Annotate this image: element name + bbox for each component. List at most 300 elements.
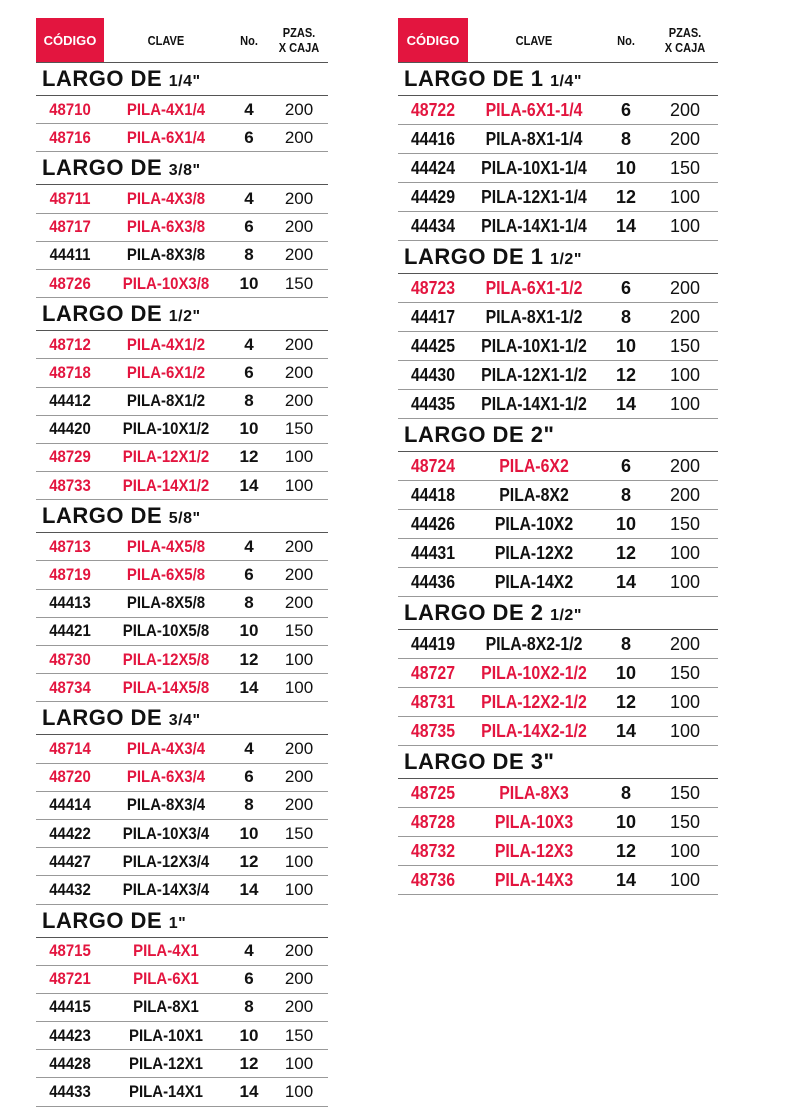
row-qty: 100 xyxy=(669,840,701,861)
row-no: 8 xyxy=(620,633,631,654)
row-key: PILA-8X2 xyxy=(499,484,569,505)
table-row xyxy=(36,590,328,618)
row-qty: 200 xyxy=(284,188,314,208)
table-row xyxy=(36,561,328,589)
row-qty: 200 xyxy=(284,795,314,815)
row-code: 44435 xyxy=(410,393,456,414)
section-title xyxy=(36,702,328,735)
row-code: 48726 xyxy=(49,273,91,293)
row-qty: 100 xyxy=(284,475,314,495)
row-key: PILA-10X2-1/2 xyxy=(481,662,587,683)
row-key: PILA-12X1-1/2 xyxy=(481,364,587,385)
section-title-text: LARGO DE 1 xyxy=(404,244,551,269)
section-title-fraction: 3/4" xyxy=(168,712,201,730)
header-key: CLAVE xyxy=(147,32,185,48)
table-row xyxy=(398,361,718,390)
table-row xyxy=(398,808,718,837)
row-qty: 100 xyxy=(284,649,314,669)
catalog-column-right xyxy=(398,18,718,895)
row-qty: 100 xyxy=(669,571,701,592)
row-no: 10 xyxy=(239,419,259,439)
header-code: CÓDIGO xyxy=(398,18,468,62)
row-code: 48733 xyxy=(49,475,91,495)
row-code: 48716 xyxy=(49,127,91,147)
table-row xyxy=(398,212,718,241)
section-title-text: LARGO DE xyxy=(42,301,169,327)
catalog-column-left xyxy=(36,18,328,1107)
table-row xyxy=(398,332,718,361)
row-no: 4 xyxy=(244,941,254,961)
row-key: PILA-6X1 xyxy=(133,969,199,989)
row-qty: 150 xyxy=(284,621,314,641)
table-row xyxy=(36,674,328,702)
row-key: PILA-14X1-1/2 xyxy=(481,393,587,414)
row-qty: 200 xyxy=(669,455,701,476)
row-no: 4 xyxy=(244,536,254,556)
row-code: 48715 xyxy=(49,941,91,961)
row-qty: 150 xyxy=(669,335,701,356)
row-no: 12 xyxy=(239,851,259,871)
table-row xyxy=(398,481,718,510)
row-key: PILA-12X2 xyxy=(494,542,574,563)
table-row xyxy=(398,630,718,659)
table-row xyxy=(36,938,328,966)
header-no: No. xyxy=(617,32,635,48)
section-title xyxy=(398,63,718,96)
row-qty: 200 xyxy=(669,128,701,149)
row-qty: 150 xyxy=(284,823,314,843)
row-code: 48718 xyxy=(49,362,91,382)
row-code: 44423 xyxy=(49,1025,91,1045)
row-no: 10 xyxy=(615,157,637,178)
row-no: 8 xyxy=(620,782,631,803)
header-qty-line2: X CAJA xyxy=(664,40,706,55)
row-qty: 200 xyxy=(284,99,314,119)
row-key: PILA-8X1 xyxy=(133,997,199,1017)
table-row xyxy=(398,659,718,688)
row-key: PILA-6X2 xyxy=(499,455,569,476)
table-row xyxy=(398,303,718,332)
row-no: 12 xyxy=(615,542,637,563)
row-qty: 100 xyxy=(284,1053,314,1073)
table-row xyxy=(398,390,718,419)
row-qty: 100 xyxy=(284,879,314,899)
row-key: PILA-6X5/8 xyxy=(126,565,206,585)
row-key: PILA-8X2-1/2 xyxy=(485,633,583,654)
row-key: PILA-12X3 xyxy=(494,840,574,861)
row-qty: 100 xyxy=(669,691,701,712)
row-no: 10 xyxy=(615,662,637,683)
section-title xyxy=(398,746,718,779)
row-qty: 200 xyxy=(284,536,314,556)
table-header xyxy=(398,18,718,63)
row-no: 4 xyxy=(244,188,254,208)
row-code: 44415 xyxy=(49,997,91,1017)
row-key: PILA-14X2-1/2 xyxy=(481,720,587,741)
table-row xyxy=(36,444,328,472)
row-key: PILA-6X3/8 xyxy=(126,217,206,237)
row-code: 48711 xyxy=(49,188,91,208)
row-qty: 200 xyxy=(284,969,314,989)
row-key: PILA-10X3 xyxy=(494,811,574,832)
row-qty: 200 xyxy=(284,362,314,382)
row-key: PILA-12X5/8 xyxy=(122,649,210,669)
row-no: 8 xyxy=(620,484,631,505)
row-qty: 200 xyxy=(284,593,314,613)
table-row xyxy=(36,270,328,298)
table-row xyxy=(36,764,328,792)
row-no: 14 xyxy=(239,1082,259,1102)
row-key: PILA-8X1-1/2 xyxy=(485,306,583,327)
row-key: PILA-4X1/2 xyxy=(126,334,206,354)
table-row xyxy=(36,735,328,763)
section-title xyxy=(36,298,328,331)
section-title-fraction: 5/8" xyxy=(168,510,201,528)
row-code: 44431 xyxy=(410,542,456,563)
table-row xyxy=(36,966,328,994)
table-row xyxy=(36,359,328,387)
table-row xyxy=(36,185,328,213)
row-key: PILA-14X1-1/4 xyxy=(481,215,587,236)
table-row xyxy=(398,779,718,808)
row-no: 8 xyxy=(244,593,254,613)
row-no: 8 xyxy=(244,391,254,411)
row-qty: 200 xyxy=(284,997,314,1017)
table-row xyxy=(398,154,718,183)
table-row xyxy=(398,125,718,154)
row-code: 44416 xyxy=(410,128,456,149)
row-code: 48729 xyxy=(49,447,91,467)
row-key: PILA-10X1 xyxy=(128,1025,204,1045)
row-code: 48730 xyxy=(49,649,91,669)
table-row xyxy=(36,533,328,561)
section-title-text: LARGO DE xyxy=(42,907,169,933)
row-key: PILA-14X3/4 xyxy=(122,879,210,899)
section-title xyxy=(398,597,718,630)
row-code: 48719 xyxy=(49,565,91,585)
row-qty: 200 xyxy=(669,633,701,654)
row-code: 48731 xyxy=(410,691,456,712)
table-row xyxy=(36,96,328,124)
row-key: PILA-14X2 xyxy=(494,571,574,592)
row-qty: 150 xyxy=(669,513,701,534)
row-no: 10 xyxy=(239,1025,259,1045)
row-qty: 200 xyxy=(284,941,314,961)
row-code: 44417 xyxy=(410,306,456,327)
row-qty: 200 xyxy=(284,334,314,354)
row-code: 44429 xyxy=(410,186,456,207)
header-qty-line1: PZAS. xyxy=(668,25,702,40)
row-key: PILA-10X1/2 xyxy=(122,419,210,439)
table-row xyxy=(36,472,328,500)
row-no: 8 xyxy=(620,128,631,149)
row-code: 48721 xyxy=(49,969,91,989)
header-no: No. xyxy=(240,32,258,48)
row-key: PILA-12X1-1/4 xyxy=(481,186,587,207)
row-qty: 100 xyxy=(669,393,701,414)
row-code: 48736 xyxy=(410,869,456,890)
section-title-fraction: 1/2" xyxy=(550,251,582,268)
section-title-fraction: 1" xyxy=(168,914,187,932)
row-code: 48714 xyxy=(49,738,91,758)
row-code: 48723 xyxy=(410,277,456,298)
table-row xyxy=(36,876,328,904)
row-key: PILA-12X1 xyxy=(128,1053,204,1073)
row-no: 4 xyxy=(244,738,254,758)
row-key: PILA-8X5/8 xyxy=(126,593,206,613)
row-qty: 100 xyxy=(669,720,701,741)
row-qty: 100 xyxy=(284,1082,314,1102)
row-qty: 100 xyxy=(284,851,314,871)
row-key: PILA-12X1/2 xyxy=(122,447,210,467)
row-no: 12 xyxy=(239,1053,259,1073)
table-row xyxy=(398,688,718,717)
row-code: 48717 xyxy=(49,217,91,237)
row-no: 10 xyxy=(239,621,259,641)
row-qty: 150 xyxy=(284,419,314,439)
row-qty: 200 xyxy=(669,99,701,120)
row-code: 48710 xyxy=(49,99,91,119)
row-code: 48725 xyxy=(410,782,456,803)
row-code: 48735 xyxy=(410,720,456,741)
row-qty: 150 xyxy=(669,782,701,803)
table-row xyxy=(36,1050,328,1078)
section-title-text: LARGO DE 1 xyxy=(404,66,551,91)
row-no: 14 xyxy=(239,677,259,697)
row-key: PILA-6X1-1/2 xyxy=(485,277,583,298)
row-key: PILA-10X2 xyxy=(494,513,574,534)
row-no: 8 xyxy=(620,306,631,327)
table-row xyxy=(398,274,718,303)
row-code: 44426 xyxy=(410,513,456,534)
row-no: 6 xyxy=(620,277,631,298)
row-qty: 100 xyxy=(669,186,701,207)
row-no: 6 xyxy=(244,362,254,382)
section-title-text: LARGO DE 2" xyxy=(404,422,555,447)
row-key: PILA-10X5/8 xyxy=(122,621,210,641)
table-row xyxy=(36,242,328,270)
row-key: PILA-6X1-1/4 xyxy=(485,99,583,120)
row-qty: 200 xyxy=(284,391,314,411)
section-title-fraction: 1/2" xyxy=(550,607,582,624)
row-key: PILA-8X1-1/4 xyxy=(485,128,583,149)
row-no: 4 xyxy=(244,99,254,119)
row-no: 14 xyxy=(615,720,637,741)
row-no: 6 xyxy=(620,99,631,120)
section-title-text: LARGO DE xyxy=(42,155,169,181)
row-qty: 200 xyxy=(284,738,314,758)
table-row xyxy=(398,866,718,895)
row-key: PILA-4X3/4 xyxy=(126,738,206,758)
table-row xyxy=(36,994,328,1022)
row-no: 14 xyxy=(615,215,637,236)
row-key: PILA-12X2-1/2 xyxy=(481,691,587,712)
header-key: CLAVE xyxy=(515,32,553,48)
row-code: 44425 xyxy=(410,335,456,356)
row-key: PILA-14X5/8 xyxy=(122,677,210,697)
table-row xyxy=(36,848,328,876)
row-no: 4 xyxy=(244,334,254,354)
table-row xyxy=(36,1022,328,1050)
row-code: 44420 xyxy=(49,419,91,439)
section-title-text: LARGO DE xyxy=(42,705,169,731)
row-qty: 150 xyxy=(669,811,701,832)
row-key: PILA-8X1/2 xyxy=(126,391,206,411)
table-row xyxy=(36,618,328,646)
row-code: 44432 xyxy=(49,879,91,899)
row-no: 14 xyxy=(239,879,259,899)
row-qty: 200 xyxy=(669,277,701,298)
section-title xyxy=(398,419,718,452)
row-no: 12 xyxy=(615,840,637,861)
row-no: 6 xyxy=(244,127,254,147)
row-no: 8 xyxy=(244,795,254,815)
row-code: 44414 xyxy=(49,795,91,815)
row-key: PILA-4X1 xyxy=(133,941,199,961)
row-qty: 100 xyxy=(669,869,701,890)
row-key: PILA-4X3/8 xyxy=(126,188,206,208)
row-code: 44430 xyxy=(410,364,456,385)
row-no: 12 xyxy=(615,691,637,712)
header-qty-line1: PZAS. xyxy=(282,25,316,40)
row-code: 48712 xyxy=(49,334,91,354)
row-key: PILA-10X1-1/4 xyxy=(481,157,587,178)
row-no: 14 xyxy=(615,869,637,890)
section-title-fraction: 1/4" xyxy=(550,73,582,90)
section-title xyxy=(36,500,328,533)
row-key: PILA-14X1 xyxy=(128,1082,204,1102)
row-key: PILA-8X3/8 xyxy=(126,245,206,265)
row-no: 8 xyxy=(244,245,254,265)
row-code: 44421 xyxy=(49,621,91,641)
section-title-text: LARGO DE xyxy=(42,66,169,91)
row-code: 44418 xyxy=(410,484,456,505)
row-qty: 200 xyxy=(669,484,701,505)
table-row xyxy=(398,183,718,212)
row-no: 10 xyxy=(615,811,637,832)
row-qty: 200 xyxy=(284,245,314,265)
section-title-text: LARGO DE 3" xyxy=(404,749,555,774)
row-code: 44412 xyxy=(49,391,91,411)
row-code: 44424 xyxy=(410,157,456,178)
row-qty: 200 xyxy=(669,306,701,327)
row-key: PILA-6X1/4 xyxy=(126,127,206,147)
row-qty: 200 xyxy=(284,217,314,237)
row-code: 48713 xyxy=(49,536,91,556)
table-row xyxy=(36,820,328,848)
row-no: 10 xyxy=(615,513,637,534)
row-code: 44436 xyxy=(410,571,456,592)
table-row xyxy=(398,452,718,481)
row-qty: 150 xyxy=(669,157,701,178)
row-key: PILA-10X3/8 xyxy=(122,273,210,293)
row-qty: 100 xyxy=(669,542,701,563)
row-no: 14 xyxy=(239,475,259,495)
row-no: 10 xyxy=(615,335,637,356)
row-code: 48724 xyxy=(410,455,456,476)
row-code: 48728 xyxy=(410,811,456,832)
row-key: PILA-6X1/2 xyxy=(126,362,206,382)
header-qty xyxy=(657,18,713,62)
section-title xyxy=(36,905,328,938)
row-qty: 200 xyxy=(284,767,314,787)
table-row xyxy=(36,792,328,820)
row-no: 10 xyxy=(239,823,259,843)
section-title xyxy=(398,241,718,274)
row-key: PILA-4X5/8 xyxy=(126,536,206,556)
header-qty-line2: X CAJA xyxy=(278,40,320,55)
table-row xyxy=(398,568,718,597)
row-key: PILA-8X3 xyxy=(499,782,569,803)
row-key: PILA-10X3/4 xyxy=(122,823,210,843)
row-qty: 150 xyxy=(284,1025,314,1045)
row-no: 6 xyxy=(244,217,254,237)
row-code: 48727 xyxy=(410,662,456,683)
section-title-fraction: 1/4" xyxy=(168,73,201,90)
row-key: PILA-8X3/4 xyxy=(126,795,206,815)
section-title-text: LARGO DE xyxy=(42,503,169,529)
header-code: CÓDIGO xyxy=(36,18,104,62)
table-row xyxy=(36,416,328,444)
section-title-fraction: 1/2" xyxy=(168,308,201,326)
row-no: 14 xyxy=(615,393,637,414)
row-qty: 100 xyxy=(284,677,314,697)
row-no: 6 xyxy=(244,969,254,989)
row-key: PILA-14X1/2 xyxy=(122,475,210,495)
table-row xyxy=(36,124,328,152)
row-code: 44433 xyxy=(49,1082,91,1102)
table-row xyxy=(398,837,718,866)
row-key: PILA-10X1-1/2 xyxy=(481,335,587,356)
row-code: 48720 xyxy=(49,767,91,787)
table-row xyxy=(398,717,718,746)
row-no: 12 xyxy=(239,649,259,669)
row-code: 44428 xyxy=(49,1053,91,1073)
row-key: PILA-6X3/4 xyxy=(126,767,206,787)
row-code: 44422 xyxy=(49,823,91,843)
row-no: 14 xyxy=(615,571,637,592)
row-key: PILA-14X3 xyxy=(494,869,574,890)
row-qty: 100 xyxy=(669,215,701,236)
table-row xyxy=(36,331,328,359)
row-no: 12 xyxy=(615,364,637,385)
table-row xyxy=(398,96,718,125)
row-qty: 200 xyxy=(284,565,314,585)
row-no: 6 xyxy=(620,455,631,476)
row-no: 8 xyxy=(244,997,254,1017)
table-row xyxy=(36,388,328,416)
table-row xyxy=(36,214,328,242)
section-title-text: LARGO DE 2 xyxy=(404,600,551,625)
section-title xyxy=(36,152,328,185)
section-title xyxy=(36,63,328,96)
row-no: 6 xyxy=(244,767,254,787)
row-qty: 100 xyxy=(284,447,314,467)
row-code: 44434 xyxy=(410,215,456,236)
row-no: 6 xyxy=(244,565,254,585)
section-title-fraction: 3/8" xyxy=(168,162,201,180)
catalog-body-left xyxy=(36,63,328,1107)
row-code: 44427 xyxy=(49,851,91,871)
header-qty xyxy=(274,18,323,62)
row-qty: 100 xyxy=(669,364,701,385)
row-no: 12 xyxy=(239,447,259,467)
row-key: PILA-4X1/4 xyxy=(126,99,206,119)
row-code: 44411 xyxy=(49,245,91,265)
row-qty: 150 xyxy=(669,662,701,683)
table-row xyxy=(36,646,328,674)
catalog-body-right xyxy=(398,63,718,895)
